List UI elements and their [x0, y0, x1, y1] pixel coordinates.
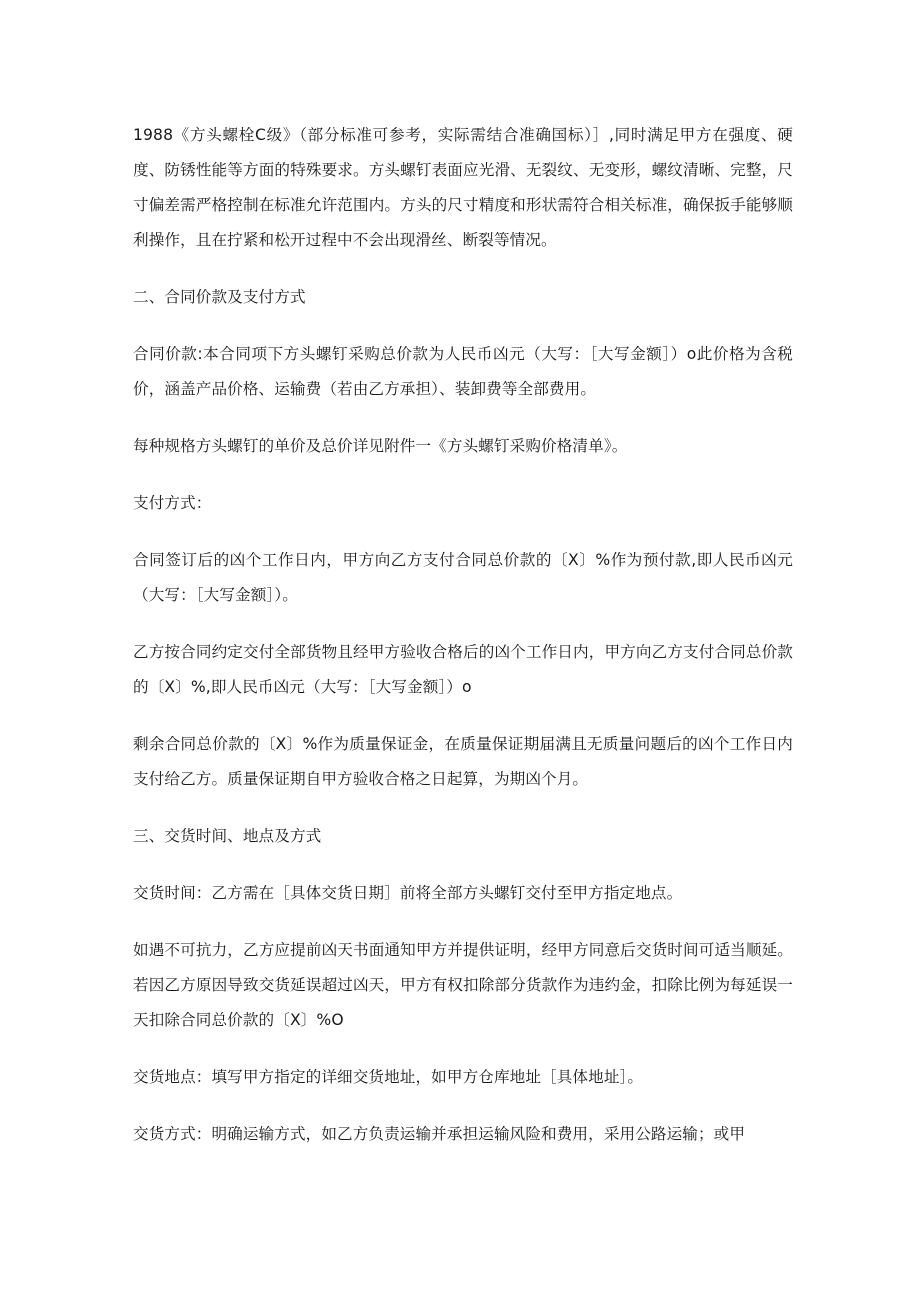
- paragraph-quality-standard: 1988《方头螺栓C级》（部分标准可参考，实际需结合准确国标）］,同时满足甲方在强度、硬度、防锈性能等方面的特殊要求。方头螺钉表面应光滑、无裂纹、无变形，螺纹清晰、完整，尺寸偏差需严格控制在标准允许范围内。方头的尺寸精度和形状需符合相关标准，确保扳手能够顺利操作，且在拧紧和松开过程中不会出现滑丝、断裂等情况。: [133, 126, 793, 249]
- paragraph-unit-price: 每种规格方头螺钉的单价及总价详见附件一《方头螺钉采购价格清单》。: [133, 437, 628, 455]
- paragraph-force-majeure: 如遇不可抗力，乙方应提前凶天书面通知甲方并提供证明，经甲方同意后交货时间可适当顺延。若因乙方原因导致交货延误超过凶天，甲方有权扣除部分货款作为违约金，扣除比例为每延误一天扣除合同总价款的〔X〕%O: [133, 941, 793, 1029]
- paragraph-delivery-time: 交货时间：乙方需在［具体交货日期］前将全部方头螺钉交付至甲方指定地点。: [133, 884, 683, 902]
- paragraph-retention: 剩余合同总价款的〔X〕%作为质量保证金，在质量保证期届满且无质量问题后的凶个工作日内支付给乙方。质量保证期自甲方验收合格之日起算，为期凶个月。: [133, 735, 793, 788]
- paragraph-delivery-method: 交货方式：明确运输方式，如乙方负责运输并承担运输风险和费用，采用公路运输；或甲: [133, 1125, 746, 1143]
- paragraph-payment-method-label: 支付方式：: [133, 494, 212, 512]
- section-heading-delivery: 三、交货时间、地点及方式: [133, 827, 322, 845]
- paragraph-acceptance-payment: 乙方按合同约定交付全部货物且经甲方验收合格后的凶个工作日内，甲方向乙方支付合同总价款的〔X〕%,即人民币凶元（大写：［大写金额］）o: [133, 643, 793, 696]
- section-heading-price-payment: 二、合同价款及支付方式: [133, 288, 306, 306]
- paragraph-contract-price: 合同价款:本合同项下方头螺钉采购总价款为人民币凶元（大写：［大写金额］）o此价格为含税价，涵盖产品价格、运输费（若由乙方承担）、装卸费等全部费用。: [133, 345, 793, 398]
- document-body: [133, 118, 793, 1152]
- paragraph-delivery-location: 交货地点：填写甲方指定的详细交货地址，如甲方仓库地址［具体地址］。: [133, 1068, 644, 1086]
- paragraph-prepayment: 合同签订后的凶个工作日内，甲方向乙方支付合同总价款的〔X〕%作为预付款,即人民币凶元（大写：［大写金额］）。: [133, 551, 793, 604]
